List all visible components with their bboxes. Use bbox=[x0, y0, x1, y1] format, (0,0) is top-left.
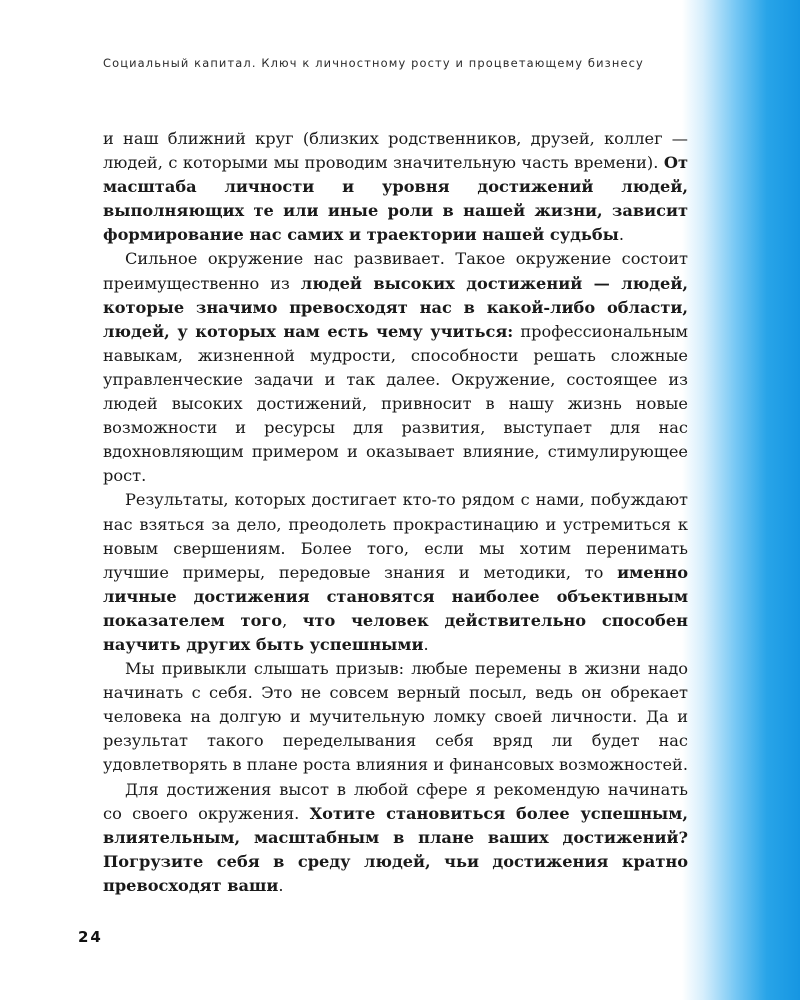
bold-text-run: что человек действительно способен научить других быть успешными bbox=[103, 610, 688, 654]
text-run: . bbox=[278, 875, 284, 895]
bold-text-run: людей высоких достижений — людей, которые значимо превосходят нас в какой-либо области, людей, у которых нам есть чему учиться: bbox=[103, 273, 688, 341]
decorative-side-band bbox=[682, 0, 800, 1000]
paragraph-1 bbox=[103, 127, 688, 247]
running-header: Социальный капитал. Ключ к личностному росту и процветающему бизнесу bbox=[103, 56, 644, 70]
text-run: , bbox=[282, 610, 303, 630]
text-run: Сильное окружение нас развивает. Такое окружение состоит преимущественно из bbox=[103, 249, 688, 293]
body-text bbox=[103, 127, 688, 898]
text-run: профессиональным навыкам, жизненной мудрости, способности решать сложные управленческие задачи и так далее. Окружение, состоящее из людей высоких достижений, привносит в нашу жизнь новые возможности и ресурсы для развития, выступает для нас вдохновляющим примером и оказывает влияние, стимулирующее рост. bbox=[103, 321, 689, 486]
text-run: Результаты, которых достигает кто-то рядом с нами, побуждают нас взяться за дело, преодолеть прокрастинацию и устремиться к новым свершениям. Более того, если мы хотим перенимать лучшие примеры, передовые знания и методики, то bbox=[103, 490, 688, 582]
text-run: Для достижения высот в любой сфере я рекомендую начинать со своего окружения. bbox=[103, 779, 688, 823]
paragraph-2 bbox=[103, 247, 688, 488]
text-run: . bbox=[423, 634, 429, 654]
paragraph-5 bbox=[103, 778, 688, 898]
bold-text-run: Хотите становиться более успешным, влиятельным, масштабным в плане ваших достижений? Погрузите себя в среду людей, чьи достижения кратно превосходят ваши bbox=[103, 803, 688, 895]
text-run: и наш ближний круг (близких родственников, друзей, коллег — людей, с которыми мы проводим значительную часть времени). bbox=[103, 129, 688, 173]
paragraph-4 bbox=[103, 657, 688, 777]
text-run: Мы привыкли слышать призыв: любые перемены в жизни надо начинать с себя. Это не совсем верный посыл, ведь он обрекает человека на долгую и мучительную ломку своей личности. Да и результат такого переделывания себя вряд ли будет нас удовлетворять в плане роста влияния и финансовых возможностей. bbox=[103, 659, 688, 775]
bold-text-run: именно личные достижения становятся наиболее объективным показателем того bbox=[103, 562, 688, 630]
bold-text-run: От масштаба личности и уровня достижений людей, выполняющих те или иные роли в нашей жизни, зависит формирование нас самих и траектории нашей судьбы bbox=[103, 153, 688, 245]
page-number: 24 bbox=[78, 928, 103, 946]
text-run: . bbox=[618, 225, 625, 245]
paragraph-3 bbox=[103, 488, 688, 657]
